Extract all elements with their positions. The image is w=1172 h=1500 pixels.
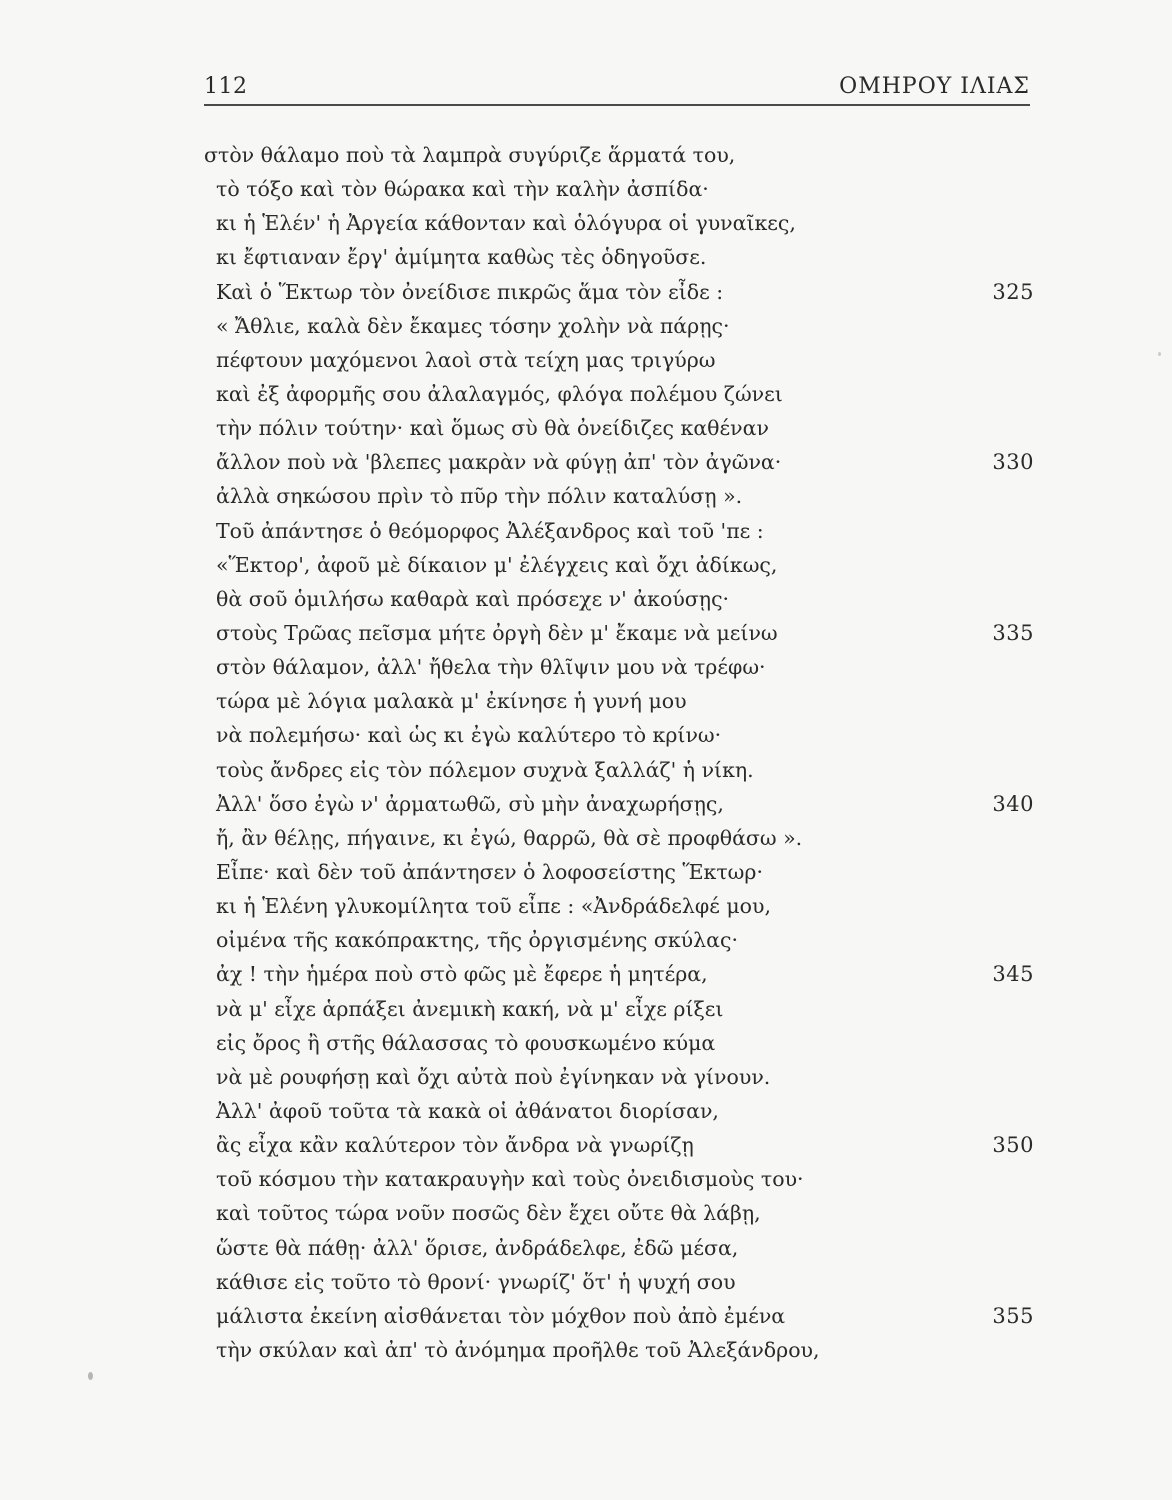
verse-line xyxy=(204,787,1034,821)
verse-line-text: καὶ τοῦτος τώρα νοῦν ποσῶς δὲν ἔχει οὔτε θὰ λάβῃ, xyxy=(216,1201,761,1226)
page-speck xyxy=(88,1372,93,1380)
verse-line-text: κι ἡ Ἑλέν' ἡ Ἀργεία κάθονταν καὶ ὁλόγυρα οἱ γυναῖκες, xyxy=(216,211,796,236)
verse-line-text: οἰμένα τῆς κακόπρακτης, τῆς ὀργισμένης σκύλας· xyxy=(216,928,738,953)
verse-line xyxy=(204,1026,1034,1060)
verse-line xyxy=(204,377,1034,411)
running-title: ΟΜΗΡΟΥ ΙΛΙΑΣ xyxy=(839,74,1030,99)
verse-line-text: ἤ, ἂν θέλῃς, πήγαινε, κι ἐγώ, θαρρῶ, θὰ σὲ προφθάσω ». xyxy=(216,825,803,850)
line-number: 355 xyxy=(992,1303,1034,1328)
verse-line xyxy=(204,821,1034,855)
verse-line xyxy=(204,445,1034,479)
verse-line xyxy=(204,1265,1034,1299)
verse-line xyxy=(204,855,1034,889)
verse-line xyxy=(204,1196,1034,1230)
verse-text-body xyxy=(204,138,1034,1367)
verse-line xyxy=(204,479,1034,513)
verse-line xyxy=(204,548,1034,582)
line-number: 325 xyxy=(992,279,1034,304)
verse-line xyxy=(204,616,1034,650)
page-header xyxy=(204,70,1030,104)
verse-line-text: τὴν σκύλαν καὶ ἀπ' τὸ ἀνόμημα προῆλθε τοῦ Ἀλεξάνδρου, xyxy=(216,1337,820,1362)
verse-line-text: τὴν πόλιν τούτην· καὶ ὅμως σὺ θὰ ὀνείδιζες καθέναν xyxy=(216,416,769,441)
verse-line-text: κάθισε εἰς τοῦτο τὸ θρονί· γνωρίζ' ὅτ' ἡ ψυχή σου xyxy=(216,1269,736,1294)
verse-line-text: θὰ σοῦ ὁμιλήσω καθαρὰ καὶ πρόσεχε ν' ἀκούσῃς· xyxy=(216,586,730,611)
verse-line xyxy=(204,240,1034,274)
verse-line-text: στὸν θάλαμο ποὺ τὰ λαμπρὰ συγύριζε ἅρματά του, xyxy=(204,143,736,167)
verse-line xyxy=(204,206,1034,240)
verse-line-text: τὸ τόξο καὶ τὸν θώρακα καὶ τὴν καλὴν ἀσπίδα· xyxy=(216,177,709,202)
verse-line-text: ἄλλον ποὺ νὰ 'βλεπες μακρὰν νὰ φύγῃ ἀπ' τὸν ἀγῶνα· xyxy=(216,450,782,475)
verse-line-text: εἰς ὄρος ἢ στῆς θάλασσας τὸ φουσκωμένο κύμα xyxy=(216,1030,716,1055)
verse-line-text: καὶ ἐξ ἀφορμῆς σου ἀλαλαγμός, φλόγα πολέμου ζώνει xyxy=(216,381,783,406)
verse-line-text: ὥστε θὰ πάθῃ· ἀλλ' ὅρισε, ἀνδράδελφε, ἐδῶ μέσα, xyxy=(216,1235,739,1260)
verse-line-text: πέφτουν μαχόμενοι λαοὶ στὰ τείχη μας τριγύρω xyxy=(216,347,716,372)
verse-line-text: «Ἕκτορ', ἀφοῦ μὲ δίκαιον μ' ἐλέγχεις καὶ ὄχι ἀδίκως, xyxy=(216,552,778,577)
verse-line-text: ἂς εἶχα κἂν καλύτερον τὸν ἄνδρα νὰ γνωρίζῃ xyxy=(216,1133,694,1158)
verse-line-text: κι ἡ Ἑλένη γλυκομίλητα τοῦ εἶπε : «Ἀνδράδελφέ μου, xyxy=(216,894,771,919)
verse-line-text: κι ἔφτιαναν ἔργ' ἀμίμητα καθὼς τὲς ὁδηγοῦσε. xyxy=(216,245,707,270)
verse-line xyxy=(204,1299,1034,1333)
verse-line xyxy=(204,1094,1034,1128)
verse-line xyxy=(204,1128,1034,1162)
verse-line xyxy=(204,514,1034,548)
verse-line xyxy=(204,889,1034,923)
verse-line-text: ἀλλὰ σηκώσου πρὶν τὸ πῦρ τὴν πόλιν καταλύσῃ ». xyxy=(216,484,743,509)
verse-line-text: τοὺς ἄνδρες εἰς τὸν πόλεμον συχνὰ ξαλλάζ' ἡ νίκη. xyxy=(216,757,754,782)
verse-line-text: μάλιστα ἐκείνη αἰσθάνεται τὸν μόχθον ποὺ ἀπὸ ἐμένα xyxy=(216,1303,786,1328)
verse-line xyxy=(204,1333,1034,1367)
verse-line-text: στὸν θάλαμον, ἀλλ' ἤθελα τὴν θλῖψιν μου νὰ τρέφω· xyxy=(216,655,766,680)
verse-line xyxy=(204,684,1034,718)
verse-line xyxy=(204,1231,1034,1265)
line-number: 350 xyxy=(992,1133,1034,1158)
verse-line xyxy=(204,923,1034,957)
verse-line-text: στοὺς Τρῶας πεῖσμα μήτε ὀργὴ δὲν μ' ἔκαμε νὰ μείνω xyxy=(216,620,778,645)
verse-line xyxy=(204,753,1034,787)
verse-line-text: Καὶ ὁ Ἕκτωρ τὸν ὀνείδισε πικρῶς ἅμα τὸν εἶδε : xyxy=(216,279,724,304)
verse-line-text: τοῦ κόσμου τὴν κατακραυγὴν καὶ τοὺς ὀνειδισμοὺς του· xyxy=(216,1167,804,1192)
verse-line xyxy=(204,172,1034,206)
header-rule xyxy=(204,104,1030,106)
verse-line-text: νὰ μ' εἶχε ἁρπάξει ἀνεμικὴ κακή, νὰ μ' εἶχε ρίξει xyxy=(216,996,724,1021)
verse-line-text: νὰ μὲ ρουφήσῃ καὶ ὄχι αὐτὰ ποὺ ἐγίνηκαν νὰ γίνουν. xyxy=(216,1064,771,1089)
page-speck xyxy=(1158,352,1161,356)
verse-line xyxy=(204,718,1034,752)
verse-line xyxy=(204,582,1034,616)
verse-line-text: Τοῦ ἀπάντησε ὁ θεόμορφος Ἀλέξανδρος καὶ τοῦ 'πε : xyxy=(216,518,764,543)
verse-line-text: νὰ πολεμήσω· καὶ ὡς κι ἐγὼ καλύτερο τὸ κρίνω· xyxy=(216,723,722,748)
line-number: 345 xyxy=(992,962,1034,987)
verse-line xyxy=(204,992,1034,1026)
verse-line xyxy=(204,275,1034,309)
verse-line xyxy=(204,309,1034,343)
verse-line xyxy=(204,343,1034,377)
line-number: 340 xyxy=(992,791,1034,816)
line-number: 335 xyxy=(992,620,1034,645)
verse-line-text: « Ἄθλιε, καλὰ δὲν ἔκαμες τόσην χολὴν νὰ πάρῃς· xyxy=(216,313,730,338)
verse-line-text: Ἀλλ' ὅσο ἐγὼ ν' ἀρματωθῶ, σὺ μὴν ἀναχωρήσῃς, xyxy=(216,791,724,816)
verse-line xyxy=(204,957,1034,991)
verse-line xyxy=(204,1162,1034,1196)
verse-line xyxy=(204,138,1034,172)
verse-line xyxy=(204,1060,1034,1094)
verse-line-text: ἀχ ! τὴν ἡμέρα ποὺ στὸ φῶς μὲ ἔφερε ἡ μητέρα, xyxy=(216,962,708,987)
verse-line-text: Εἶπε· καὶ δὲν τοῦ ἀπάντησεν ὁ λοφοσείστης Ἕκτωρ· xyxy=(216,859,763,884)
verse-line xyxy=(204,650,1034,684)
line-number: 330 xyxy=(992,450,1034,475)
verse-line-text: τώρα μὲ λόγια μαλακὰ μ' ἐκίνησε ἡ γυνή μου xyxy=(216,689,687,714)
page-number: 112 xyxy=(204,74,248,99)
verse-line-text: Ἀλλ' ἀφοῦ τοῦτα τὰ κακὰ οἱ ἀθάνατοι διορίσαν, xyxy=(216,1098,719,1123)
verse-line xyxy=(204,411,1034,445)
